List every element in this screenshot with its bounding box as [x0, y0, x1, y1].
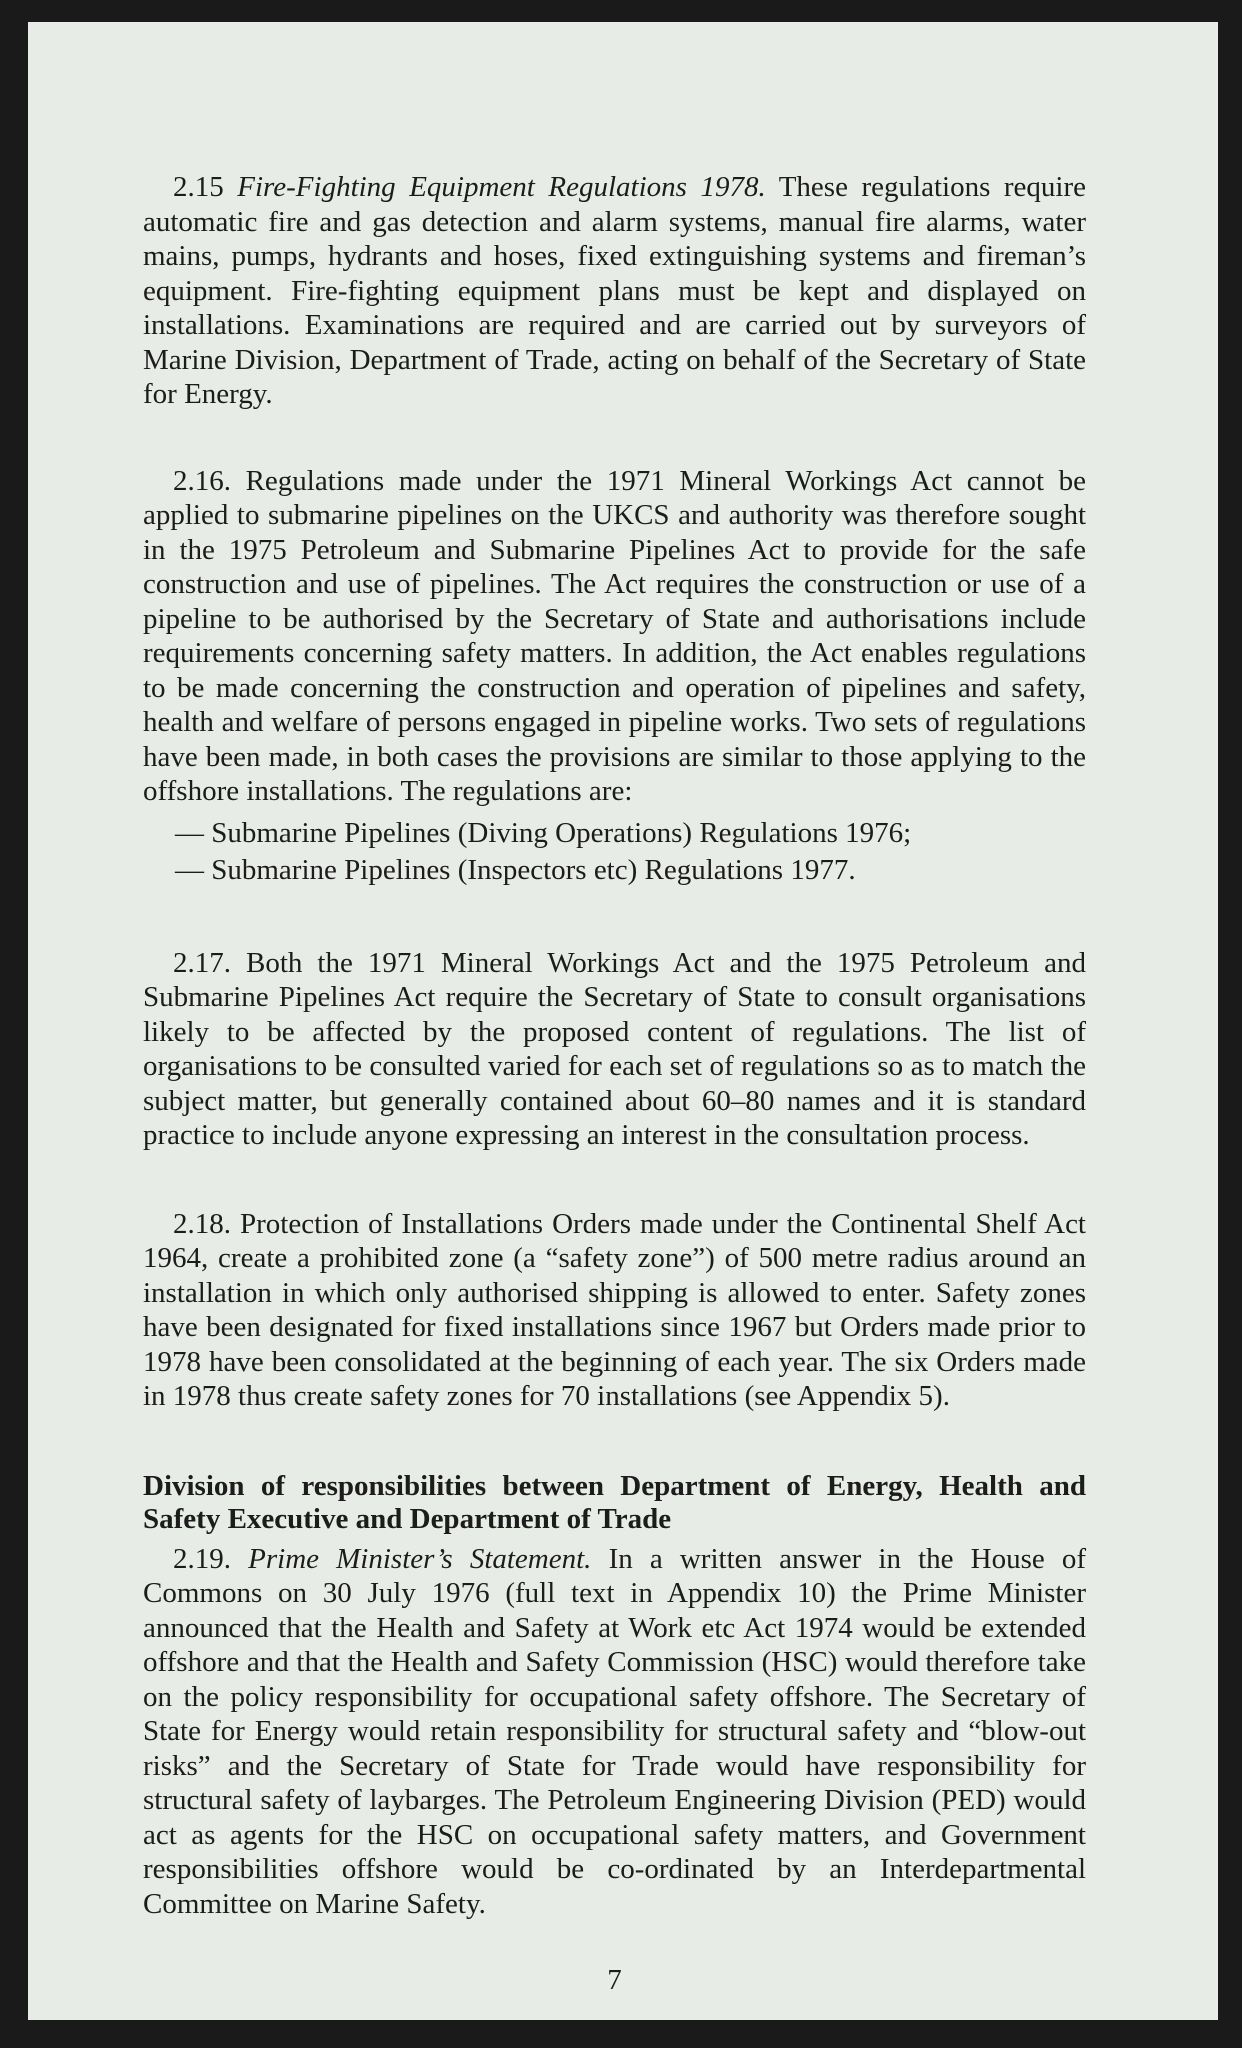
- list-item: — Submarine Pipelines (Inspectors etc) Regulations 1977.: [175, 853, 856, 886]
- paragraph-body: In a written answer in the House of Commons on 30 July 1976 (full text in Appendix 10) the Prime Minister announced that the Health and Safety at Work etc Act 1974 would be extended offshore and that the Health and Safety Commission (HSC) would therefore take on the policy responsibility for occupational safety offshore. The Secretary of State for Energy would retain responsibility for structural safety and “blow-out risks” and the Secretary of State for Trade would have responsibility for structural safety of laybarges. The Petroleum Engineering Division (PED) would act as agents for the HSC on occupational safety matters, and Government responsibilities offshore would be co-ordinated by an Interdepartmental Committee on Marine Safety.: [143, 1542, 1087, 1920]
- paragraph-2-19: [143, 1542, 1086, 1922]
- paragraph-2-18: 2.18. Protection of Installations Orders made under the Continental Shelf Act 1964, create a prohibited zone (a “safety zone”) of 500 metre radius around an installation in which only authorised shipping is allowed to enter. Safety zones have been designated for fixed installations since 1967 but Orders made prior to 1978 have been consolidated at the beginning of each year. The six Orders made in 1978 thus create safety zones for 70 installations (see Appendix 5).: [143, 1207, 1086, 1412]
- paragraph-body: These regulations require automatic fire and gas detection and alarm systems, manual fire alarms, water mains, pumps, hydrants and hoses, fixed extinguishing systems and fireman’s equipment. Fire-fighting equipment plans must be kept and displayed on installations. Examinations are required and are carried out by surveyors of Marine Division, Department of Trade, acting on behalf of the Secretary of State for Energy.: [143, 171, 1086, 410]
- list-item: — Submarine Pipelines (Diving Operations) Regulations 1976;: [175, 816, 912, 849]
- paragraph-title: Prime Minister’s Statement.: [248, 1542, 592, 1575]
- paragraph-2-17: 2.17. Both the 1971 Mineral Workings Act and the 1975 Petroleum and Submarine Pipelines Act require the Secretary of State to consult organisations likely to be affected by the proposed content of regulations. The list of organisations to be consulted varied for each set of regulations so as to match the subject matter, but generally contained about 60–80 names and it is standard practice to include anyone expressing an interest in the consultation process.: [143, 946, 1086, 1151]
- regulations-list: [143, 815, 1086, 889]
- section-heading: Division of responsibilities between Department of Energy, Health and Safety Executive and Department of Trade: [143, 1469, 1086, 1535]
- paragraph-number: 2.19.: [173, 1542, 231, 1575]
- paragraph-number: 2.15: [173, 171, 224, 203]
- page-number: 7: [607, 1964, 622, 1996]
- paragraph-title: Fire-Fighting Equipment Regulations 1978.: [237, 171, 766, 203]
- paragraph-2-15: [143, 170, 1086, 412]
- document-page: [28, 22, 1218, 2020]
- paragraph-2-16: 2.16. Regulations made under the 1971 Mineral Workings Act cannot be applied to submarine pipelines on the UKCS and authority was therefore sought in the 1975 Petroleum and Submarine Pipelines Act to provide for the safe construction and use of pipelines. The Act requires the construction or use of a pipeline to be authorised by the Secretary of State and authorisations include requirements concerning safety matters. In addition, the Act enables regulations to be made concerning the construction and operation of pipelines and safety, health and welfare of persons engaged in pipeline works. Two sets of regulations have been made, in both cases the provisions are similar to those applying to the offshore installations. The regulations are:: [143, 464, 1086, 807]
